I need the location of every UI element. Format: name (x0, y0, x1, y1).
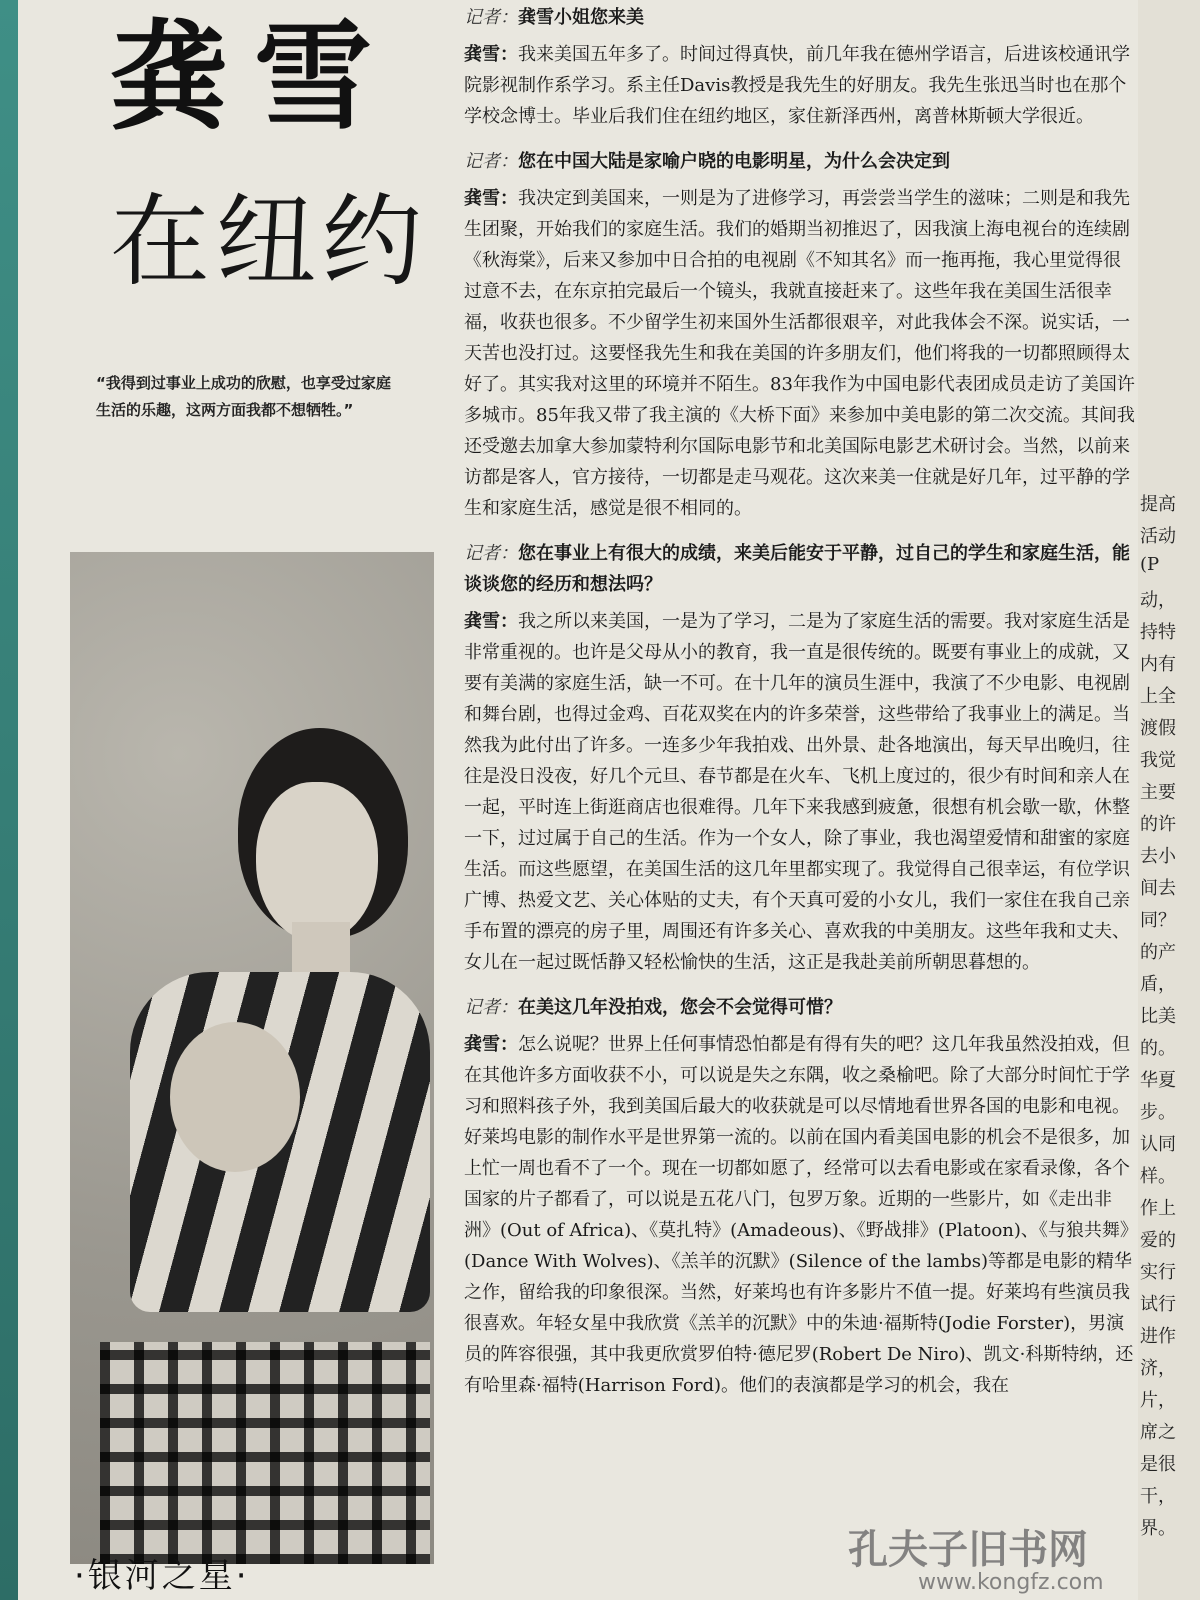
interview-answer (464, 606, 1136, 978)
next-page-fragment: 内有 (1140, 654, 1176, 675)
paragraph-text: 您在事业上有很大的成绩，来美后能安于平静，过自己的学生和家庭生活，能谈谈您的经历和想法吗？ (464, 543, 1130, 595)
paragraph-text: 我来美国五年多了。时间过得真快，前几年我在德州学语言，后进该校通讯学院影视制作系学习。系主任Davis教授是我先生的好朋友。我先生张迅当时也在那个学校念博士。毕业后我们住在纽约地区，家住新泽西州，离普林斯顿大学很近。 (464, 44, 1130, 127)
next-page-fragment: 界。 (1140, 1518, 1176, 1539)
next-page-fragment: 同？ (1140, 910, 1176, 931)
paragraph-text: 您在中国大陆是家喻户晓的电影明星，为什么会决定到 (518, 151, 950, 172)
next-page-fragment: 认同 (1140, 1134, 1176, 1155)
next-page-fragment: 爱的 (1140, 1230, 1176, 1251)
watermark-url: www.kongfz.com (918, 1570, 1104, 1595)
next-page-fragment: 作上 (1140, 1198, 1176, 1219)
next-page-fragment: 实行 (1140, 1262, 1176, 1283)
next-page-fragment: 步。 (1140, 1102, 1176, 1123)
interview-question (464, 146, 1136, 177)
next-page-edge (1138, 0, 1200, 1600)
next-page-fragment: 的。 (1140, 1038, 1176, 1059)
next-page-fragment: 上全 (1140, 686, 1176, 707)
next-page-fragment: 试行 (1140, 1294, 1176, 1315)
speaker-label: 龚雪： (464, 188, 518, 209)
next-page-fragment: 的产 (1140, 942, 1176, 963)
next-page-fragment: 样。 (1140, 1166, 1176, 1187)
interview-text (464, 2, 1136, 1407)
interview-answer (464, 1029, 1136, 1401)
interview-question (464, 2, 1136, 33)
next-page-fragment: 席之 (1140, 1422, 1176, 1443)
interview-answer (464, 39, 1136, 132)
next-page-fragment: 干， (1140, 1486, 1176, 1507)
interview-question (464, 992, 1136, 1023)
watermark-logo: 孔夫子旧书网 (848, 1527, 1088, 1573)
next-page-fragment: (P (1140, 554, 1160, 575)
next-page-fragment: 是很 (1140, 1454, 1176, 1475)
next-page-fragment: 片， (1140, 1390, 1176, 1411)
portrait-photo (70, 552, 434, 1564)
next-page-fragment: 华夏 (1140, 1070, 1176, 1091)
speaker-label: 龚雪： (464, 611, 518, 632)
next-page-fragment: 进作 (1140, 1326, 1176, 1347)
paragraph-text: 在美这几年没拍戏，您会不会觉得可惜？ (518, 997, 842, 1018)
interview-answer (464, 183, 1136, 524)
paragraph-text: 龚雪小姐您来美 (518, 7, 644, 28)
next-page-fragment: 的许 (1140, 814, 1176, 835)
speaker-label: 龚雪： (464, 1034, 518, 1055)
paragraph-text: 我决定到美国来，一则是为了进修学习，再尝尝当学生的滋味；二则是和我先生团聚，开始我们的家庭生活。我们的婚期当初推迟了，因我演上海电视台的连续剧《秋海棠》，后来又参加中日合拍的电视剧《不知其名》而一拖再拖，我心里觉得很过意不去，在东京拍完最后一个镜头，我就直接赶来了。这些年我在美国生活很幸福，收获也很多。不少留学生初来国外生活都很艰辛，对此我体会不深。说实话，一天苦也没打过。这要怪我先生和我在美国的许多朋友们，他们将我的一切都照顾得太好了。其实我对这里的环境并不陌生。83年我作为中国电影代表团成员走访了美国许多城市。85年我又带了我主演的《大桥下面》来参加中美电影的第二次交流。其间我还受邀去加拿大参加蒙特利尔国际电影节和北美国际电影艺术研讨会。当然，以前来访都是客人，官方接待，一切都是走马观花。这次来美一住就是好几年，过平静的学生和家庭生活，感觉是很不相同的。 (464, 188, 1135, 519)
next-page-fragment: 我觉 (1140, 750, 1176, 771)
next-page-fragment: 比美 (1140, 1006, 1176, 1027)
article-title-location: 在纽约 (110, 183, 428, 300)
next-page-fragment: 持特 (1140, 622, 1176, 643)
paragraph-text: 我之所以来美国，一是为了学习，二是为了家庭生活的需要。我对家庭生活是非常重视的。也许是父母从小的教育，我一直是很传统的。既要有事业上的成就，又要有美满的家庭生活，缺一不可。在十几年的演员生涯中，我演了不少电影、电视剧和舞台剧，也得过金鸡、百花双奖在内的许多荣誉，这些带给了我事业上的满足。当然我为此付出了许多。一连多少年我拍戏、出外景、赴各地演出，每天早出晚归，往往是没日没夜，好几个元旦、春节都是在火车、飞机上度过的，很少有时间和亲人在一起，平时连上街逛商店也很难得。几年下来我感到疲惫，很想有机会歇一歇，休整一下，过过属于自己的生活。作为一个女人，除了事业，我也渴望爱情和甜蜜的家庭生活。而这些愿望，在美国生活的这几年里都实现了。我觉得自己很幸运，有位学识广博、热爱文艺、关心体贴的丈夫，有个天真可爱的小女儿，我们一家住在我自己亲手布置的漂亮的房子里，周围还有许多关心、喜欢我的中美朋友。这些年我和丈夫、女儿在一起过既恬静又轻松愉快的生活，这正是我赴美前所朝思暮想的。 (464, 611, 1130, 973)
article-title-name: 龚雪 (110, 7, 399, 146)
speaker-label: 记者： (464, 151, 518, 172)
next-page-fragment: 去小 (1140, 846, 1176, 867)
next-page-fragment: 间去 (1140, 878, 1176, 899)
magazine-page (18, 0, 1138, 1600)
next-page-fragment: 活动 (1140, 526, 1176, 547)
speaker-label: 龚雪： (464, 44, 518, 65)
next-page-fragment: 提高 (1140, 494, 1176, 515)
paragraph-text: 怎么说呢？世界上任何事情恐怕都是有得有失的吧？这几年我虽然没拍戏，但在其他许多方面收获不小，可以说是失之东隅，收之桑榆吧。除了大部分时间忙于学习和照料孩子外，我到美国后最大的收获就是可以尽情地看世界各国的电影和电视。好莱坞电影的制作水平是世界第一流的。以前在国内看美国电影的机会不是很多，加上忙一周也看不了一个。现在一切都如愿了，经常可以去看电影或在家看录像，各个国家的片子都看了，可以说是五花八门，包罗万象。近期的一些影片，如《走出非洲》(Out of Africa)、《莫扎特》(Amadeous)、《野战排》(Platoon)、《与狼共舞》(Dance With Wolves)、《羔羊的沉默》(Silence of the lambs)等都是电影的精华之作，留给我的印象很深。当然，好莱坞也有许多影片不值一提。好莱坞有些演员我很喜欢。年轻女星中我欣赏《羔羊的沉默》中的朱迪·福斯特(Jodie Forster)，男演员的阵容很强，其中我更欣赏罗伯特·德尼罗(Robert De Niro)、凯文·科斯特纳，还有哈里森·福特(Harrison Ford)。他们的表演都是学习的机会，我在 (464, 1034, 1134, 1396)
speaker-label: 记者： (464, 7, 518, 28)
pull-quote: “我得到过事业上成功的欣慰，也享受过家庭生活的乐趣，这两方面我都不想牺牲。” (96, 374, 391, 419)
next-page-fragment: 盾， (1140, 974, 1176, 995)
column-label: ·银河之星· (74, 1556, 250, 1596)
speaker-label: 记者： (464, 543, 518, 564)
next-page-fragment: 济， (1140, 1358, 1176, 1379)
next-page-fragment: 渡假 (1140, 718, 1176, 739)
page-edge-strip (0, 0, 18, 1600)
interview-question (464, 538, 1136, 600)
speaker-label: 记者： (464, 997, 518, 1018)
next-page-fragment: 主要 (1140, 782, 1176, 803)
next-page-fragment: 动， (1140, 590, 1176, 611)
